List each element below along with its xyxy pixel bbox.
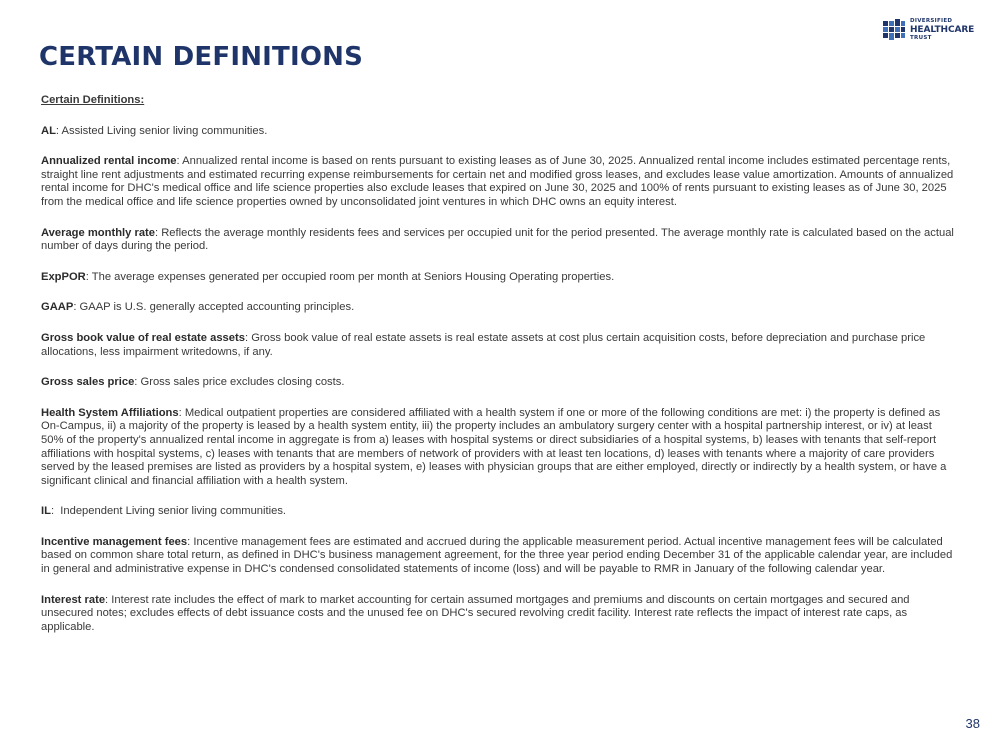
definition-item [41, 227, 956, 254]
logo-wordmark [910, 19, 974, 41]
page-title: CERTAIN DEFINITIONS [39, 42, 364, 72]
definition-item [41, 271, 956, 285]
definition-term: GAAP [41, 301, 74, 314]
definition-term: Gross book value of real estate assets [41, 331, 245, 344]
definition-text: Assisted Living senior living communities. [61, 124, 268, 137]
definition-separator: : [178, 406, 185, 419]
definitions-body [41, 94, 956, 651]
definition-item [41, 376, 956, 390]
definitions-list [41, 125, 956, 635]
definition-term: Gross sales price [41, 376, 135, 389]
definition-term: IL [41, 505, 51, 518]
definition-separator: : [105, 593, 112, 606]
definition-separator: : [50, 505, 61, 518]
definition-text: The average expenses generated per occupied room per month at Seniors Housing Operating properties. [91, 270, 615, 283]
logo-line-2: HEALTHCARE [910, 24, 975, 35]
definition-item [41, 301, 956, 315]
company-logo [883, 19, 974, 41]
definition-term: Incentive management fees [41, 535, 188, 548]
definition-item [41, 155, 956, 209]
page-number: 38 [965, 716, 980, 731]
definition-term: Interest rate [41, 593, 106, 606]
definition-text: Interest rate includes the effect of mark to market accounting for certain assumed mortgages and premiums and discounts on certain mortgages and secured and unsecured notes; excludes effects of debt issuance costs and the unused fee on DHC's secured revolving credit facility. Interest rate reflects the impact of interest rate caps, as applicable. [41, 593, 910, 633]
definition-item [41, 332, 956, 359]
definition-item [41, 407, 956, 489]
definition-text: GAAP is U.S. generally accepted accounting principles. [79, 301, 355, 314]
definition-item [41, 505, 956, 519]
definition-separator: : [244, 331, 252, 344]
definition-term: AL [41, 124, 56, 137]
definition-term: Average monthly rate [41, 226, 155, 239]
definition-text: Annualized rental income is based on rents pursuant to existing leases as of June 30, 2025. Annualized rental income includes estimated percentage rents, straight line rent adjustments and estimated recurring expense reimbursements for certain net and modified gross leases, and excludes lease value amortization. Amounts of annualized rental income for DHC's medical office and life science properties also exclude leases that expired on June 30, 2025 and 100% of rents pursuant to existing leases as of June 30, 2025 from the medical office and life science properties owned by unconsolidated joint ventures in which DHC owns an equity interest. [41, 155, 954, 208]
definition-text: Medical outpatient properties are considered affiliated with a health system if one or more of the following conditions are met: i) the property is defined as On-Campus, ii) a majority of the property is leased by a health system entity, iii) the property includes an ambulatory surgery center with a hospital partnership interest, or iv) at least 50% of the property's annualized rental income in aggregate is from a) leases with hospital systems or direct subsidiaries of a hospital systems, b) leases with tenants that self-report affiliations with hospital systems, c) leases with tenants that are members of network of providers with at least ten locations, d) leases with tenants where a majority of care providers served by the leased premises are listed as providers by a hospital system, e) leases with physician groups that are either employed, directly or indirectly by a health system, or have a significant clinical and financial affiliation with a health system. [41, 406, 947, 487]
logo-line-1: DIVERSIFIED [910, 18, 953, 24]
logo-grid-icon [883, 19, 905, 41]
definition-text: Independent Living senior living communities. [60, 505, 287, 518]
definition-text: Gross book value of real estate assets is real estate assets at cost plus certain acquisition costs, before depreciation and purchase price allocations, less impairment writedowns, if any. [41, 331, 926, 358]
definition-separator: : [73, 301, 80, 314]
definition-item [41, 594, 956, 635]
definition-text: Incentive management fees are estimated and accrued during the applicable measurement period. Actual incentive management fees will be calculated based on common share total return, as defined in DHC's business management agreement, for the three year period ending December 31 of the applicable calendar year, are included in general and administrative expense in DHC's condensed consolidated statements of income (loss) and will be payable to RMR in January of the following calendar year. [41, 535, 953, 576]
definition-text: Reflects the average monthly residents fees and services per occupied unit for the period presented. The average monthly rate is calculated based on the actual number of days during the period. [41, 226, 954, 253]
definition-separator: : [176, 155, 183, 168]
definition-separator: : [134, 376, 141, 389]
definition-separator: : [85, 270, 92, 283]
definitions-heading: Certain Definitions: [41, 94, 145, 106]
definition-item [41, 536, 956, 577]
definition-term: Annualized rental income [41, 155, 177, 168]
definition-item [41, 125, 956, 139]
definition-separator: : [154, 226, 162, 239]
definition-separator: : [187, 535, 194, 548]
definition-term: ExpPOR [41, 270, 86, 283]
definition-term: Health System Affiliations [41, 406, 179, 419]
logo-line-3: TRUST [910, 34, 932, 41]
definition-text: Gross sales price excludes closing costs. [140, 376, 345, 389]
definition-separator: : [55, 124, 62, 137]
